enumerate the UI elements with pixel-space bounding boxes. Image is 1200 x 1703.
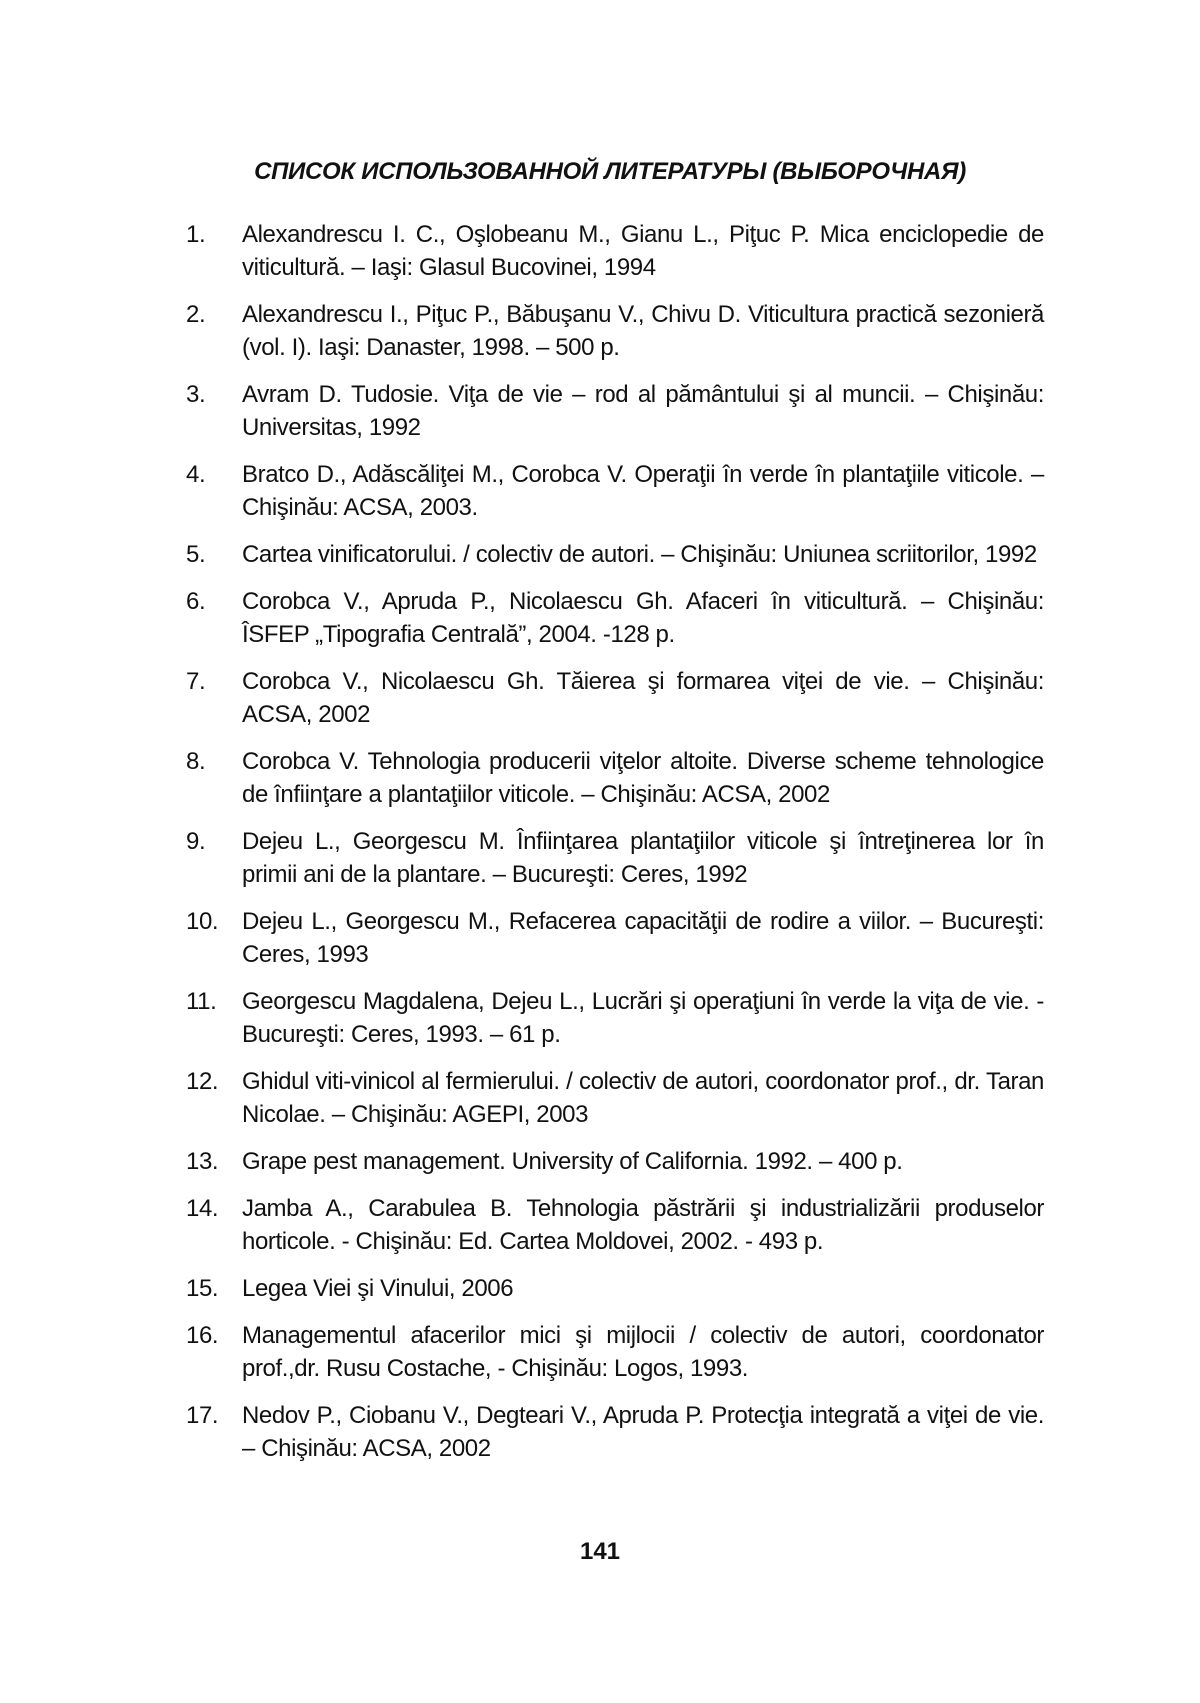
reference-number: 8. [186, 748, 206, 775]
reference-text: Bratco D., Adăscăliţei M., Corobca V. Operaţii în verde în plantaţiile viticole. –Chişinău: ACSA, 2003. [242, 461, 1044, 521]
reference-number: 11. [186, 988, 217, 1015]
reference-text: Alexandrescu I. C., Oşlobeanu M., Gianu L., Piţuc P. Mica enciclopedie de viticultură. – Iaşi: Glasul Bucovinei, 1994 [242, 221, 1044, 281]
reference-item [186, 745, 1044, 811]
reference-number: 9. [186, 828, 206, 855]
reference-text: Jamba A., Carabulea B. Tehnologia păstrării şi industrializării produselor horticole. - Chişinău: Ed. Cartea Moldovei, 2002. - 493 p. [242, 1195, 1044, 1255]
reference-number: 3. [186, 381, 206, 408]
page-title: СПИСОК ИСПОЛЬЗОВАННОЙ ЛИТЕРАТУРЫ (ВЫБОРОЧНАЯ) [254, 158, 966, 185]
reference-text: Corobca V., Nicolaescu Gh. Tăierea şi formarea viţei de vie. – Chişinău: ACSA, 2002 [242, 668, 1044, 728]
reference-number: 17. [186, 1402, 219, 1429]
reference-text: Dejeu L., Georgescu M., Refacerea capacităţii de rodire a viilor. – Bucureşti: Ceres, 1993 [242, 908, 1044, 968]
reference-text: Cartea vinificatorului. / colectiv de autori. – Chişinău: Uniunea scriitorilor, 1992 [242, 541, 1037, 568]
reference-text: Nedov P., Ciobanu V., Degteari V., Apruda P. Protecţia integrată a viţei de vie. – Chişinău: ACSA, 2002 [242, 1402, 1044, 1462]
reference-list [186, 218, 1044, 1479]
reference-number: 5. [186, 541, 206, 568]
reference-item [186, 825, 1044, 891]
reference-text: Alexandrescu I., Piţuc P., Băbuşanu V., Chivu D. Viticultura practică sezonieră (vol. I). Iaşi: Danaster, 1998. – 500 p. [242, 301, 1044, 361]
reference-item [186, 1065, 1044, 1131]
reference-number: 16. [186, 1322, 219, 1349]
reference-number: 4. [186, 461, 206, 488]
reference-item [186, 218, 1044, 284]
reference-item [186, 1319, 1044, 1385]
reference-number: 7. [186, 668, 206, 695]
reference-item [186, 585, 1044, 651]
page-number: 141 [579, 1538, 621, 1565]
reference-item [186, 1145, 1044, 1178]
reference-number: 13. [186, 1148, 219, 1175]
reference-number: 2. [186, 301, 206, 328]
reference-number: 14. [186, 1195, 219, 1222]
reference-item [186, 298, 1044, 364]
reference-item [186, 905, 1044, 971]
reference-item [186, 1272, 1044, 1305]
reference-text: Corobca V., Apruda P., Nicolaescu Gh. Afaceri în viticultură. – Chişinău: ÎSFEP „Tipografia Centrală”, 2004. -128 p. [242, 588, 1044, 648]
reference-item [186, 665, 1044, 731]
reference-item [186, 985, 1044, 1051]
reference-item [186, 378, 1044, 444]
reference-text: Grape pest management. University of California. 1992. – 400 p. [242, 1148, 903, 1175]
reference-text: Legea Viei şi Vinului, 2006 [242, 1275, 514, 1302]
reference-text: Avram D. Tudosie. Viţa de vie – rod al pământului şi al muncii. – Chişinău: Universitas, 1992 [242, 381, 1044, 441]
reference-text: Dejeu L., Georgescu M. Înfiinţarea plantaţiilor viticole şi întreţinerea lor în primii ani de la plantare. – Bucureşti: Ceres, 1992 [242, 828, 1044, 888]
reference-number: 10. [186, 908, 219, 935]
reference-item [186, 458, 1044, 524]
reference-number: 1. [186, 221, 206, 248]
reference-item [186, 1192, 1044, 1258]
reference-text: Corobca V. Tehnologia producerii viţelor altoite. Diverse scheme tehnologice de înfiinţare a plantaţiilor viticole. – Chişinău: ACSA, 2002 [242, 748, 1044, 808]
reference-number: 15. [186, 1275, 219, 1302]
reference-number: 12. [186, 1068, 219, 1095]
reference-item [186, 538, 1044, 571]
reference-text: Georgescu Magdalena, Dejeu L., Lucrări şi operaţiuni în verde la viţa de vie. - Bucureşti: Ceres, 1993. – 61 p. [242, 988, 1044, 1048]
reference-number: 6. [186, 588, 206, 615]
reference-text: Ghidul viti-vinicol al fermierului. / colectiv de autori, coordonator prof., dr. Taran Nicolae. – Chişinău: AGEPI, 2003 [242, 1068, 1044, 1128]
reference-text: Managementul afacerilor mici şi mijlocii / colectiv de autori, coordonator prof.,dr. Rusu Costache, - Chişinău: Logos, 1993. [242, 1322, 1044, 1382]
reference-item [186, 1399, 1044, 1465]
